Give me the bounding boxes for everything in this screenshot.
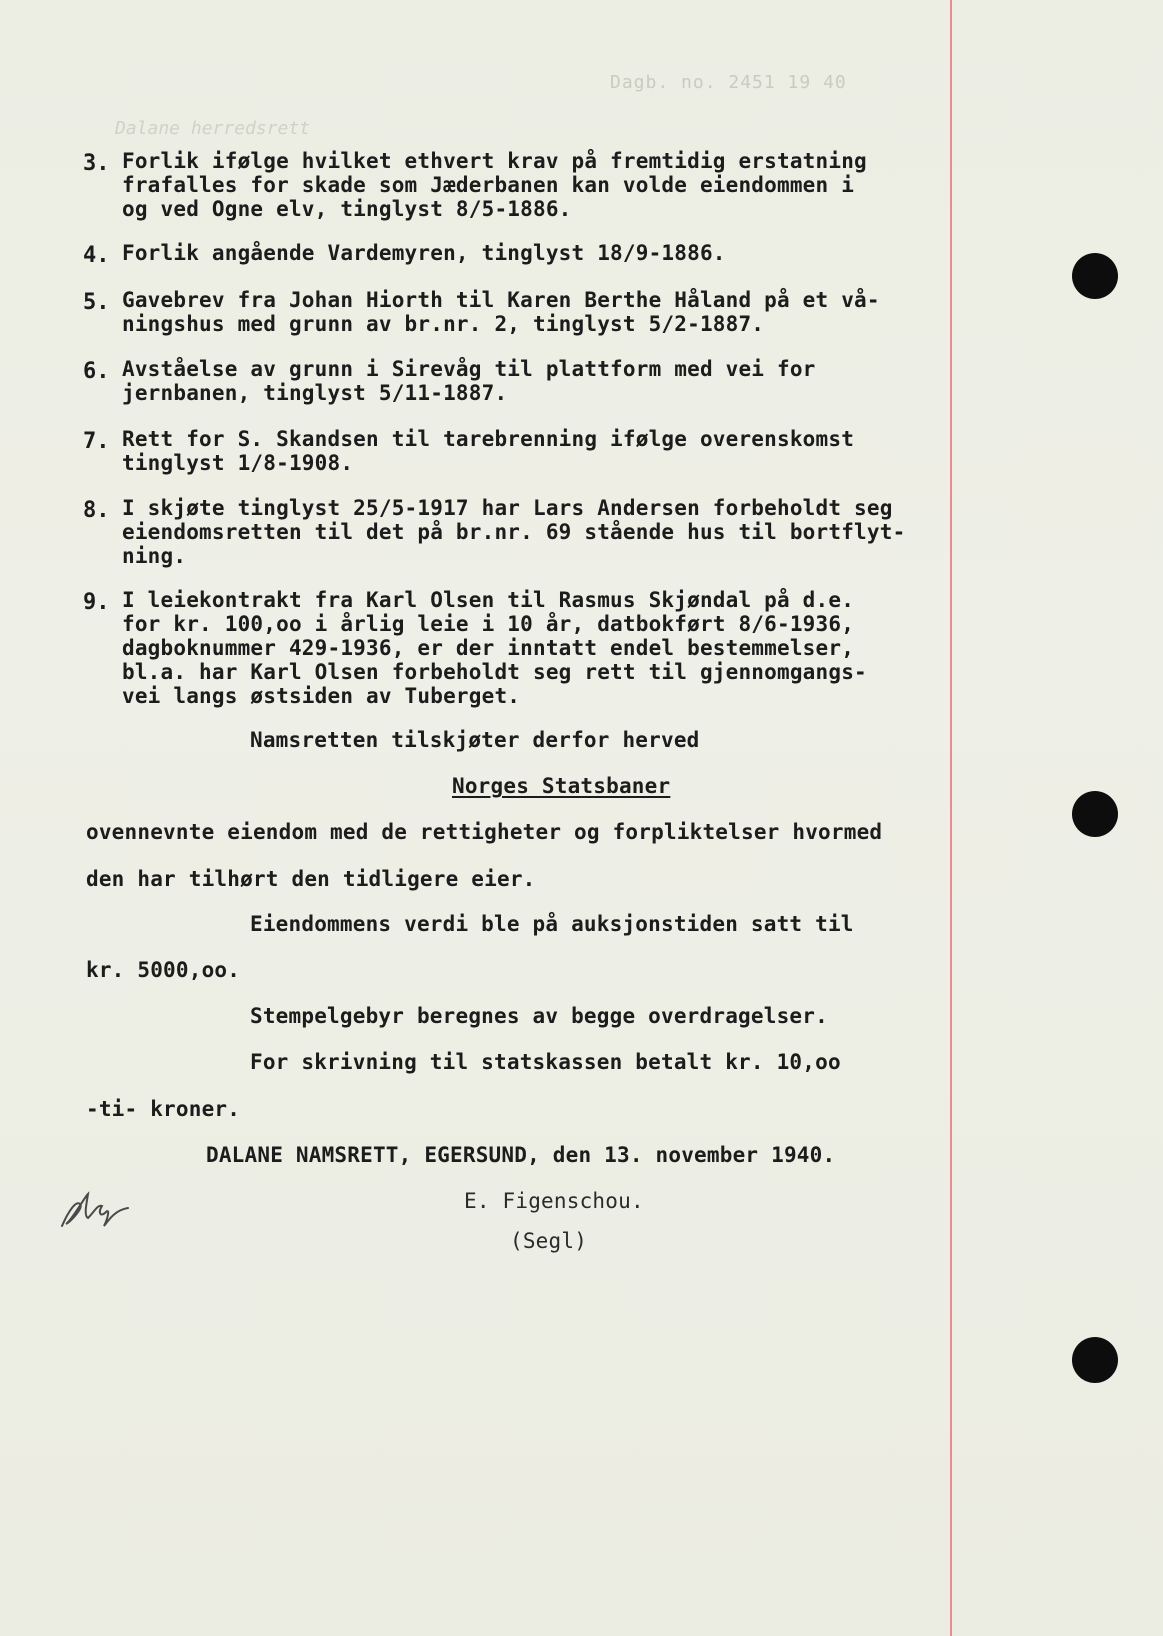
item-number: 5. xyxy=(83,290,110,315)
item-line: frafalles for skade som Jæderbanen kan volde eiendommen i xyxy=(122,173,855,197)
punch-hole-icon xyxy=(1072,791,1118,837)
fee-in-words: -ti- kroner. xyxy=(86,1097,241,1121)
stamp-fee-text: Stempelgebyr beregnes av begge overdragelser. xyxy=(250,1004,828,1028)
item-line: jernbanen, tinglyst 5/11-1887. xyxy=(122,381,508,405)
item-line: bl.a. har Karl Olsen forbeholdt seg rett til gjennomgangs- xyxy=(122,660,867,684)
place-date: DALANE NAMSRETT, EGERSUND, den 13. november 1940. xyxy=(206,1143,836,1167)
item-line: Forlik ifølge hvilket ethvert krav på fremtidig erstatning xyxy=(122,149,867,173)
item-line: tinglyst 1/8-1908. xyxy=(122,451,354,475)
item-line: Rett for S. Skandsen til tarebrenning ifølge overenskomst xyxy=(122,427,855,451)
grantee-name: Norges Statsbaner xyxy=(452,774,671,798)
item-number: 9. xyxy=(83,590,110,615)
margin-rule xyxy=(950,0,952,1636)
signer-name: E. Figenschou. xyxy=(464,1189,644,1213)
item-number: 8. xyxy=(83,498,110,523)
handwritten-initials-icon xyxy=(58,1182,134,1232)
valuation-text: Eiendommens verdi ble på auksjonstiden satt til xyxy=(250,912,854,936)
item-line: ningshus med grunn av br.nr. 2, tinglyst 5/2-1887. xyxy=(122,312,765,336)
seal-note: (Segl) xyxy=(510,1229,588,1253)
item-number: 3. xyxy=(83,151,110,176)
conveyance-intro: Namsretten tilskjøter derfor herved xyxy=(250,728,700,752)
item-line: Gavebrev fra Johan Hiorth til Karen Berthe Håland på et vå- xyxy=(122,288,880,312)
item-line: I skjøte tinglyst 25/5-1917 har Lars Andersen forbeholdt seg xyxy=(122,496,893,520)
item-number: 4. xyxy=(83,243,110,268)
item-number: 7. xyxy=(83,429,110,454)
writing-fee-text: For skrivning til statskassen betalt kr. 10,oo xyxy=(250,1050,841,1074)
conveyance-line: den har tilhørt den tidligere eier. xyxy=(86,867,536,891)
item-line: I leiekontrakt fra Karl Olsen til Rasmus Skjøndal på d.e. xyxy=(122,588,855,612)
item-number: 6. xyxy=(83,359,110,384)
punch-hole-icon xyxy=(1072,253,1118,299)
punch-hole-icon xyxy=(1072,1337,1118,1383)
ledger-reference: Dagb. no. 2451 19 40 xyxy=(610,72,847,93)
item-line: vei langs østsiden av Tuberget. xyxy=(122,684,521,708)
item-line: dagboknummer 429-1936, er der inntatt endel bestemmelser, xyxy=(122,636,855,660)
court-line: Dalane herredsrett xyxy=(115,118,311,139)
item-line: for kr. 100,oo i årlig leie i 10 år, datbokført 8/6-1936, xyxy=(122,612,855,636)
item-line: ning. xyxy=(122,544,187,568)
item-line: og ved Ogne elv, tinglyst 8/5-1886. xyxy=(122,197,572,221)
item-line: Avståelse av grunn i Sirevåg til plattform med vei for xyxy=(122,357,816,381)
conveyance-line: ovennevnte eiendom med de rettigheter og forpliktelser hvormed xyxy=(86,820,883,844)
item-line: Forlik angående Vardemyren, tinglyst 18/9-1886. xyxy=(122,241,726,265)
valuation-amount: kr. 5000,oo. xyxy=(86,958,241,982)
item-line: eiendomsretten til det på br.nr. 69 stående hus til bortflyt- xyxy=(122,520,906,544)
